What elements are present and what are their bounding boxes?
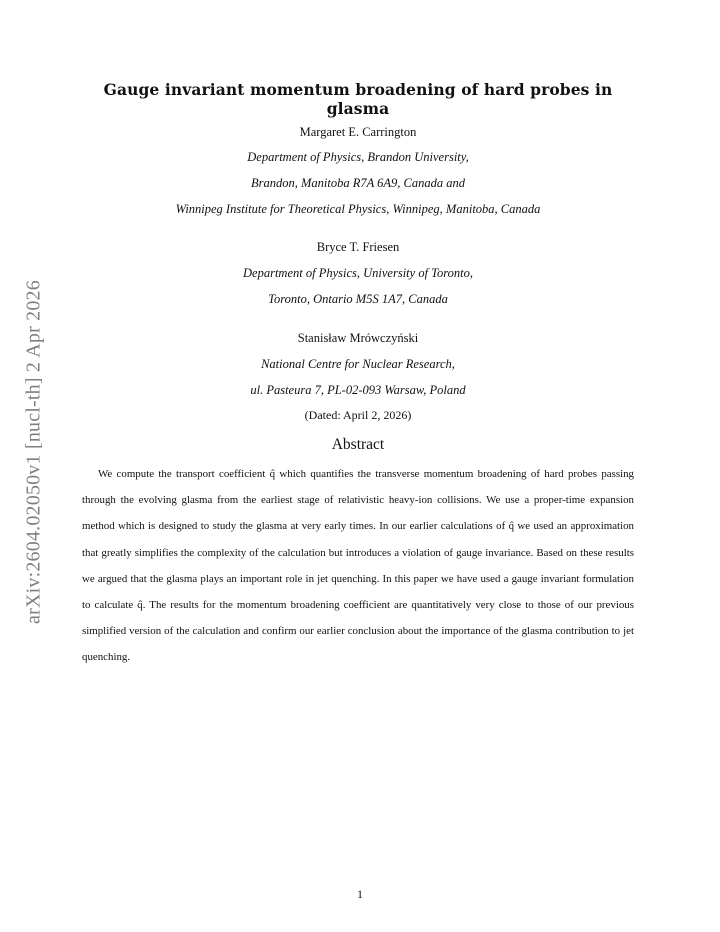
author-affiliation-2 — [82, 260, 634, 312]
author-affiliation-1 — [82, 144, 634, 222]
abstract-text: We compute the transport coefficient q̂ which quantifies the transverse momentum broadening of hard probes passing through the evolving glasma from the earliest stage of relativistic heavy-ion collisions. We use a proper-time expansion method which is designed to study the glasma at very early times. In our earlier calculations of q̂ we used an approximation that greatly simplifies the complexity of the calculation but introduces a violation of gauge invariance. Based on these results we argued that the glasma plays an important role in jet quenching. In this paper we have used a gauge invariant formulation to calculate q̂. The results for the momentum broadening coefficient are quantitatively very close to those of our previous simplified version of the calculation and confirm our earlier conclusion about the importance of the glasma contribution to jet quenching. — [82, 468, 634, 664]
affiliation-line: Department of Physics, Brandon University, — [247, 150, 469, 164]
abstract-heading: Abstract — [331, 436, 385, 453]
affiliation-line: National Centre for Nuclear Research, — [261, 357, 455, 371]
affiliation-line: Winnipeg Institute for Theoretical Physics, Winnipeg, Manitoba, Canada — [175, 202, 541, 216]
author-affiliation-3 — [82, 351, 634, 403]
paper-title: Gauge invariant momentum broadening of hard probes in glasma — [103, 80, 613, 118]
affiliation-line: Toronto, Ontario M5S 1A7, Canada — [268, 292, 448, 306]
affiliation-line: Department of Physics, University of Toronto, — [243, 266, 473, 280]
page-number: 1 — [357, 887, 363, 901]
author-name-1: Margaret E. Carrington — [299, 125, 417, 139]
author-name-3: Stanisław Mrówczyński — [297, 331, 419, 345]
author-name-2: Bryce T. Friesen — [316, 240, 400, 254]
dated-line: (Dated: April 2, 2026) — [304, 408, 412, 422]
affiliation-line: Brandon, Manitoba R7A 6A9, Canada and — [250, 176, 465, 190]
affiliation-line: ul. Pasteura 7, PL-02-093 Warsaw, Poland — [250, 383, 466, 397]
arxiv-identifier: arXiv:2604.02050v1 [nucl-th] 2 Apr 2026 — [22, 280, 45, 624]
